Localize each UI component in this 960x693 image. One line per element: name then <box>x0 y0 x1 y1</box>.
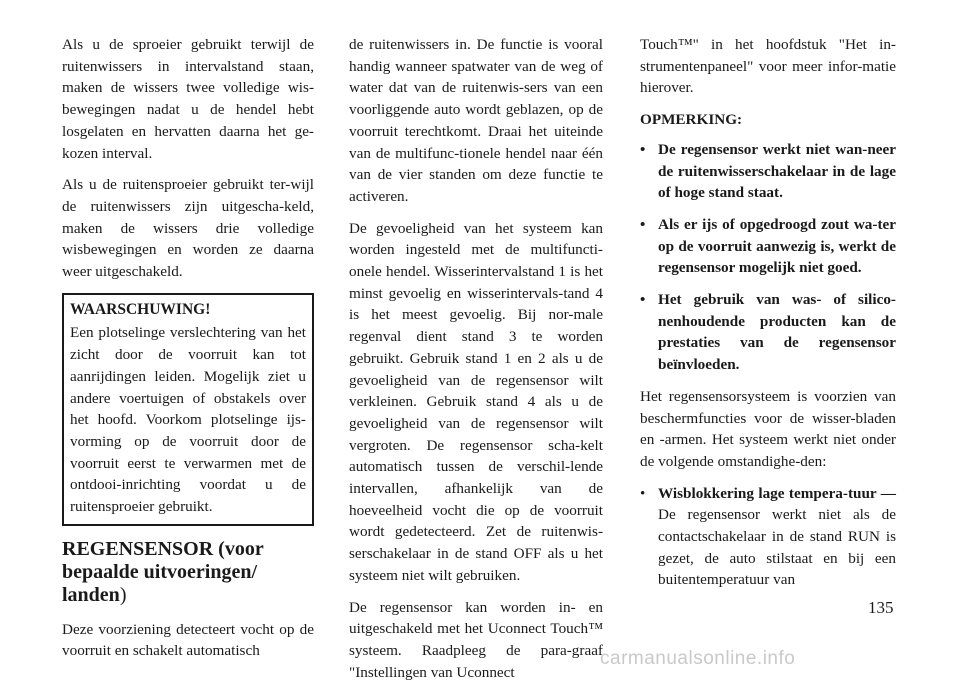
note-list <box>640 139 896 376</box>
section-heading <box>62 538 314 607</box>
list-item-title: Wisblokkering lage tempera-tuur — <box>658 484 896 502</box>
list-item <box>640 139 896 204</box>
page-number: 135 <box>868 598 894 617</box>
paragraph: Touch™" in het hoofdstuk "Het in-strumentenpaneel" voor meer infor-matie hierover. <box>640 36 896 97</box>
warning-box <box>62 293 314 526</box>
list-item-text: Het gebruik van was- of silico-nenhoudende producten kan de prestaties van de regensensor beïnvloeden. <box>658 291 896 374</box>
list-item-text: De regensensor werkt niet als de contactschakelaar in de stand RUN is gezet, de auto stilstaat en bij een buitentemperatuur van <box>658 506 896 589</box>
list-item <box>640 214 896 279</box>
warning-title: WAARSCHUWING! <box>70 300 211 318</box>
bullet-icon: • <box>640 215 646 233</box>
section-heading-paren: ) <box>119 583 127 606</box>
list-item-text: De regensensor werkt niet wan-neer de ruitenwisserschakelaar in de lage of hoge stand staat. <box>658 140 896 202</box>
watermark: carmanualsonline.info <box>600 648 796 669</box>
paragraph: Als u de ruitensproeier gebruikt ter-wijl de ruitenwissers zijn uitgescha-keld, maken de wissers drie volledige wisbewegingen en worden ze daarna weer uitgeschakeld. <box>62 176 314 281</box>
paragraph: Het regensensorsysteem is voorzien van beschermfuncties voor de wisser-bladen en -armen. Het systeem werkt niet onder de volgende omstandighe-den: <box>640 387 896 470</box>
paragraph: de ruitenwissers in. De functie is vooral handig wanneer spatwater van de weg of water dat van de ruitenwis-sers van een voorliggende auto wordt geblazen, op de voorruit terechtkomt. Draai het uiteinde van de multifunc-tionele hendel naar één van de vier standen om deze functie te activeren. <box>349 36 603 205</box>
list-item <box>640 483 896 592</box>
note-label: OPMERKING: <box>640 111 743 129</box>
list-item <box>640 289 896 376</box>
paragraph: De gevoeligheid van het systeem kan worden ingesteld met de multifuncti-onele hendel. Wisserintervalstand 1 is het minst gevoelig en wisserintervals-tand 4 is het meest gevoelig. Bij nor-male regenval dient stand 3 te worden gebruikt. Gebruik stand 1 en 2 als u de gevoeligheid van de regensensor wilt verkleinen. Gebruik stand 4 als u de gevoeligheid van de regensensor wilt vergroten. De regensensor scha-kelt automatisch tussen de verschil-lende intervallen, afhankelijk van de hoeveelheid vocht die op de voorruit wordt gedetecteerd. Zet de ruitenwis-serschakelaar in de stand OFF als u het systeem niet wilt gebruiken. <box>349 219 603 584</box>
list-item-text: Als er ijs of opgedroogd zout wa-ter op de voorruit aanwezig is, werkt de regensensor mogelijk niet goed. <box>658 215 896 277</box>
condition-list <box>640 483 896 592</box>
paragraph: De regensensor kan worden in- en uitgeschakeld met het Uconnect Touch™ systeem. Raadpleeg de para-graaf "Instellingen van Uconnect <box>349 598 603 681</box>
bullet-icon: • <box>640 140 646 158</box>
bullet-icon: • <box>640 291 646 309</box>
column-middle <box>349 34 603 693</box>
column-right <box>640 34 896 601</box>
bullet-icon: • <box>640 484 646 502</box>
warning-text: Een plotselinge verslechtering van het zicht door de voorruit kan tot aanrijdingen leiden. Mogelijk ziet u andere voertuigen of obstakels over het hoofd. Voorkom plotselinge ijs-vorming op de voorruit door de voorruit eerst te verwarmen met de ontdooi-inrichting voordat u de ruitensproeier gebruikt. <box>70 324 306 516</box>
paragraph: Als u de sproeier gebruikt terwijl de ruitenwissers in intervalstand staan, maken de wissers twee volledige wis-bewegingen nadat u de hendel hebt losgelaten en hervatten daarna het ge-kozen interval. <box>62 36 314 162</box>
column-left <box>62 34 314 672</box>
paragraph: Deze voorziening detecteert vocht op de voorruit en schakelt automatisch <box>62 620 314 660</box>
section-heading-text: REGENSENSOR (voor bepaalde uitvoeringen/ landen <box>62 537 264 606</box>
